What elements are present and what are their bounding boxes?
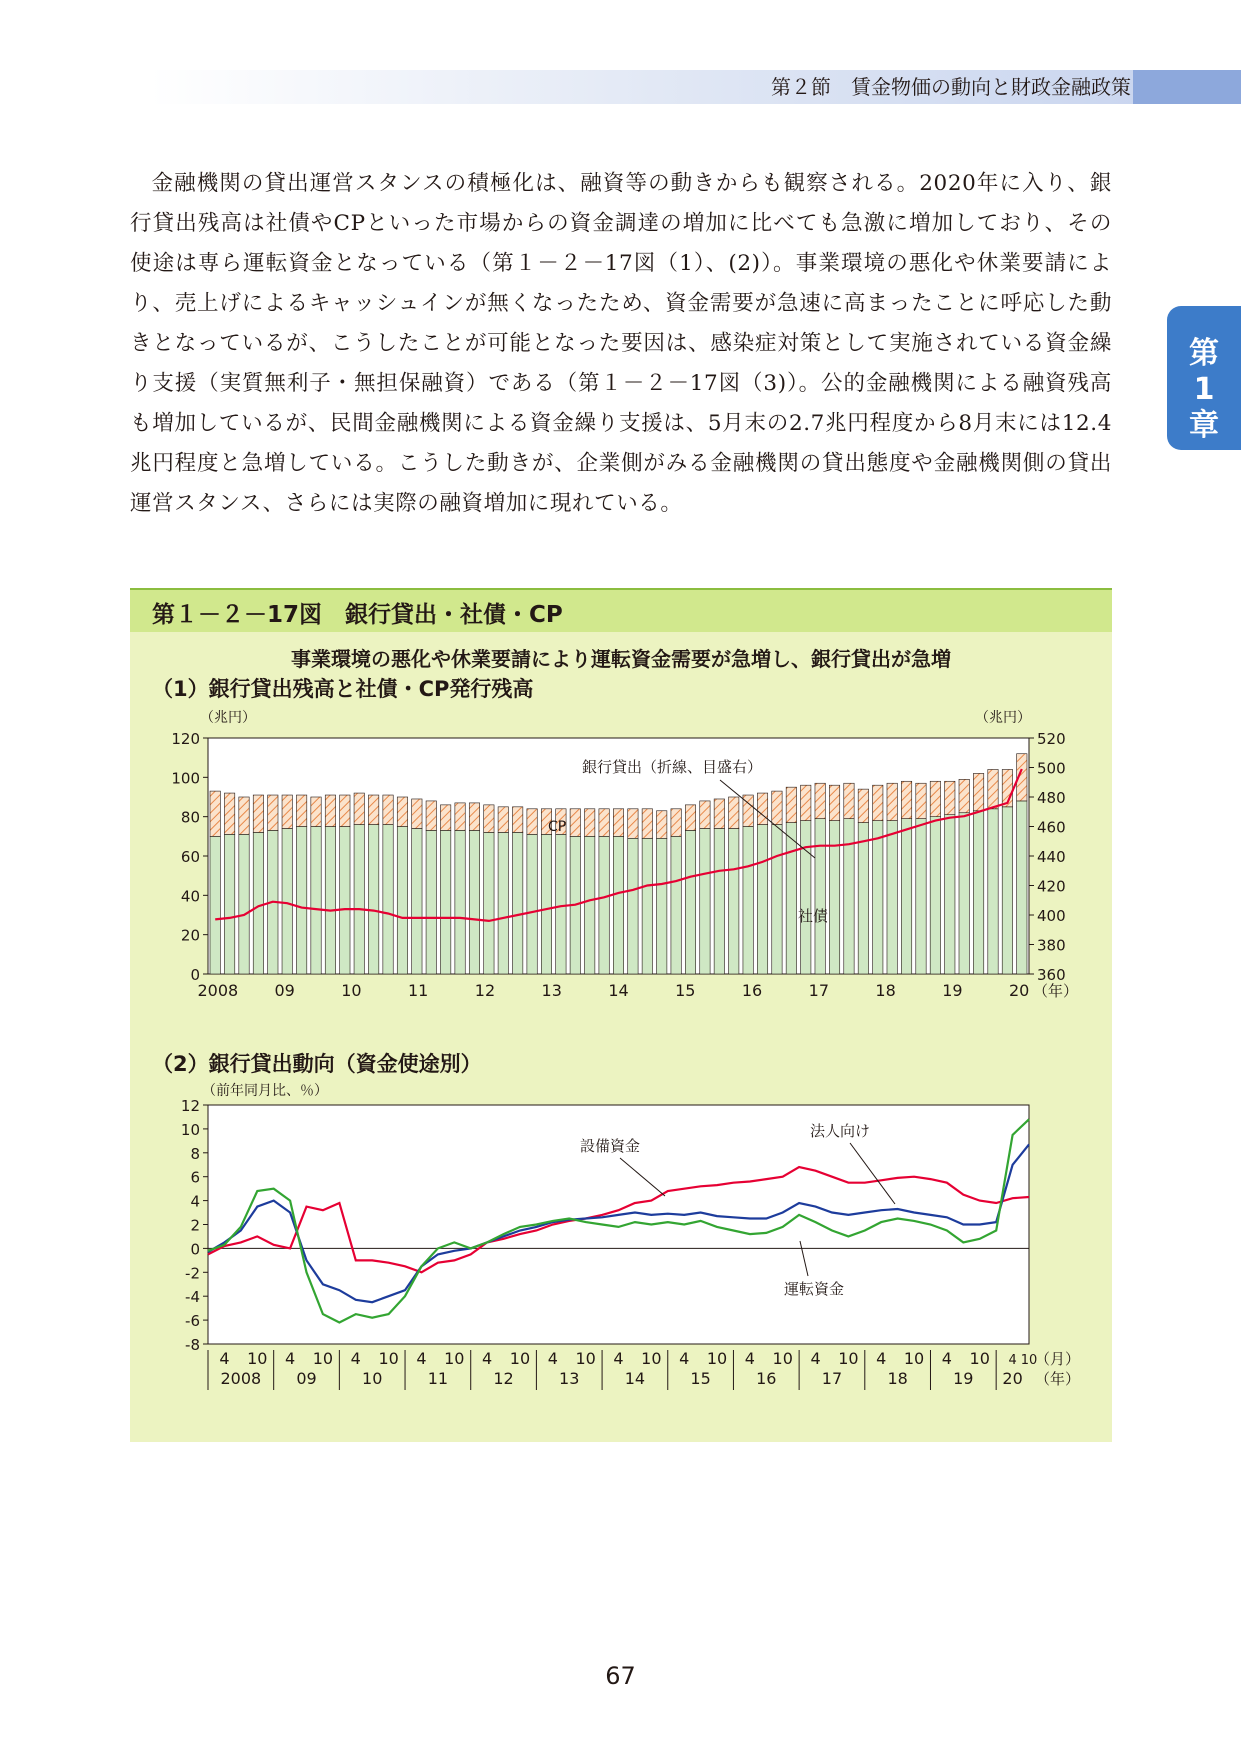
bond-bar <box>685 830 695 974</box>
bond-bar <box>325 827 335 975</box>
x-tick-label: 14 <box>608 981 629 1000</box>
x-month-label: 10 <box>378 1349 399 1368</box>
x-month-label: 4 <box>876 1349 887 1368</box>
bond-bar <box>801 821 811 974</box>
y-axis-label-left: （兆円） <box>200 710 256 726</box>
cp-bar <box>988 769 998 808</box>
bond-bar <box>916 819 926 974</box>
y-tick-label: 0 <box>190 1240 200 1259</box>
bond-bar <box>239 834 249 974</box>
bond-bar <box>599 836 609 974</box>
x-month-label: 10 <box>969 1349 990 1368</box>
y-tick-label-left: 60 <box>180 848 200 866</box>
x-unit-year: （年） <box>1035 1370 1081 1388</box>
cp-bar <box>224 793 234 834</box>
cp-bar <box>412 799 422 829</box>
bond-bar <box>945 815 955 974</box>
bonds-annotation: 社債 <box>798 907 829 925</box>
cp-bar <box>354 793 364 824</box>
body-paragraph: 金融機関の貸出運営スタンスの積極化は、融資等の動きからも観察される。2020年に入り、銀行貸出残高は社債やCPといった市場からの資金調達の増加に比べても急激に増加しており、その使途は専ら運転資金となっている（第１－２－17図（1）、(2)）。事業環境の悪化や休業要請により、売上げによるキャッシュインが無くなったため、資金需要が急速に高まったことに呼応した動きとなっているが、こうしたことが可能となった要因は、感染症対策として実施されている資金繰り支援（実質無利子・無担保融資）である（第１－２－17図（3)）。公的金融機関による融資残高も増加しているが、民間金融機関による資金繰り支援は、5月末の2.7兆円程度から8月末には12.4兆円程度と急増している。こうした動きが、企業側がみる金融機関の貸出態度や金融機関側の貸出運営スタンス、さらには実際の融資増加に現れている。 <box>130 171 1112 516</box>
x-month-label: 4 <box>1008 1353 1017 1368</box>
cp-bar <box>484 805 494 833</box>
x-month-label: 4 <box>810 1349 821 1368</box>
bond-bar <box>354 825 364 974</box>
y-axis-label-right: （兆円） <box>975 710 1031 726</box>
bond-bar <box>700 828 710 974</box>
x-year-label: 13 <box>559 1369 580 1388</box>
bond-bar <box>282 828 292 974</box>
y-tick-label-left: 0 <box>190 966 200 984</box>
cp-bar <box>599 809 609 837</box>
x-tick-label: 2008 <box>197 981 239 1000</box>
y-tick-label-left: 40 <box>180 887 200 906</box>
x-tick-label: 11 <box>407 981 429 1000</box>
loan-purpose-chart <box>130 1076 1112 1446</box>
cp-bar <box>930 781 940 816</box>
x-month-label: 10 <box>509 1349 531 1368</box>
panel2-title: （2）銀行貸出動向（資金使途別） <box>152 1052 482 1076</box>
cp-bar <box>210 791 220 836</box>
cp-annotation: CP <box>548 819 567 835</box>
chapter-tab-char: 章 <box>1189 408 1219 443</box>
x-tick-label: 13 <box>541 981 562 1000</box>
cp-bar <box>527 809 537 835</box>
cp-bar <box>714 799 724 829</box>
bond-bar <box>873 821 883 974</box>
bond-bar <box>714 828 724 974</box>
bond-bar <box>829 821 839 974</box>
bond-bar <box>340 827 350 975</box>
x-month-label: 4 <box>547 1349 558 1368</box>
x-year-label: 14 <box>624 1369 646 1388</box>
x-month-label: 4 <box>416 1349 427 1368</box>
chapter-tab <box>1167 306 1241 450</box>
bond-bar <box>527 834 537 974</box>
cp-bar <box>786 787 796 822</box>
bond-bar <box>455 830 465 974</box>
y-tick-label: 12 <box>180 1097 200 1115</box>
bank-loans-chart <box>130 706 1112 1036</box>
cp-bar <box>945 781 955 814</box>
x-tick-label: 15 <box>675 981 696 1000</box>
cp-bar <box>383 795 393 825</box>
y-tick-label: 8 <box>190 1144 200 1163</box>
cp-bar <box>512 807 522 833</box>
x-year-label: 15 <box>690 1369 711 1388</box>
y-tick-label-right: 460 <box>1037 818 1066 837</box>
bond-bar <box>729 828 739 974</box>
x-tick-label: 20 <box>1008 981 1030 1000</box>
bond-bar <box>930 817 940 974</box>
cp-bar <box>585 809 595 837</box>
cp-bar <box>239 797 249 834</box>
bond-bar <box>253 832 263 974</box>
cp-bar <box>973 773 983 810</box>
bond-bar <box>743 827 753 975</box>
y-tick-label-right: 380 <box>1037 936 1066 955</box>
bond-bar <box>541 834 551 974</box>
bond-bar <box>858 823 868 974</box>
cp-bar <box>440 805 450 831</box>
bond-bar <box>613 836 623 974</box>
bond-bar <box>671 836 681 974</box>
x-tick-label: 10 <box>341 981 362 1000</box>
bond-bar <box>959 813 969 974</box>
x-tick-label: 09 <box>274 981 295 1000</box>
section-title: 第２節 賃金物価の動向と財政金融政策 <box>771 75 1131 99</box>
x-month-label: 10 <box>444 1349 465 1368</box>
bond-bar <box>628 838 638 974</box>
x-month-label: 10 <box>706 1349 728 1368</box>
x-month-label: 4 <box>350 1349 361 1368</box>
cp-bar <box>858 789 868 822</box>
x-month-label: 4 <box>219 1349 230 1368</box>
figure-title: 第１－２－17図 銀行貸出・社債・CP <box>152 602 563 628</box>
cp-bar <box>311 797 321 827</box>
x-tick-label: 16 <box>741 981 763 1000</box>
cp-bar <box>628 809 638 839</box>
x-month-label: 4 <box>482 1349 493 1368</box>
y-tick-label-left: 100 <box>171 769 200 788</box>
x-month-label: 10 <box>903 1349 925 1368</box>
bond-bar <box>844 819 854 974</box>
figure-subtitle: 事業環境の悪化や休業要請により運転資金需要が急増し、銀行貸出が急増 <box>291 647 951 671</box>
y-tick-label-right: 440 <box>1037 848 1066 866</box>
x-month-label: 10 <box>772 1349 793 1368</box>
x-month-label: 10 <box>838 1349 859 1368</box>
x-year-label: 12 <box>493 1369 514 1388</box>
y-tick-label: 4 <box>190 1192 200 1211</box>
y-tick-label-left: 80 <box>180 808 200 827</box>
x-unit-month: （月） <box>1035 1350 1081 1368</box>
cp-bar <box>325 795 335 826</box>
cp-bar <box>801 785 811 820</box>
cp-bar <box>829 785 839 820</box>
y-tick-label-right: 480 <box>1037 789 1066 807</box>
x-tick-label: 18 <box>875 981 896 1000</box>
annotation-capex: 設備資金 <box>580 1137 641 1155</box>
bond-bar <box>973 811 983 974</box>
x-year-label: 09 <box>296 1369 317 1388</box>
cp-bar <box>887 783 897 820</box>
cp-bar <box>469 803 479 831</box>
cp-bar <box>613 809 623 837</box>
y-tick-label: 2 <box>190 1216 200 1235</box>
cp-bar <box>772 791 782 824</box>
cp-bar <box>397 797 407 827</box>
y-tick-label: -2 <box>185 1264 200 1283</box>
bond-bar <box>585 836 595 974</box>
x-month-label: 10 <box>247 1349 268 1368</box>
x-tick-label: 19 <box>942 981 963 1000</box>
x-tick-label: 12 <box>474 981 496 1000</box>
cp-bar <box>757 793 767 824</box>
bond-bar <box>296 827 306 975</box>
cp-bar <box>498 807 508 833</box>
y-tick-label-right: 500 <box>1037 759 1066 778</box>
bond-bar <box>368 825 378 974</box>
x-tick-label: 17 <box>808 981 830 1000</box>
y-tick-label: -8 <box>185 1336 200 1354</box>
bond-bar <box>512 832 522 974</box>
cp-bar <box>296 795 306 826</box>
y-tick-label-right: 420 <box>1037 877 1066 896</box>
cp-bar <box>426 801 436 831</box>
x-month-label: 4 <box>285 1349 296 1368</box>
page-number: 67 <box>605 1662 636 1690</box>
x-month-label: 10 <box>575 1349 596 1368</box>
bond-bar <box>757 825 767 974</box>
bond-bar <box>901 819 911 974</box>
bond-bar <box>412 828 422 974</box>
cp-bar <box>455 803 465 831</box>
cp-bar <box>671 809 681 837</box>
annotation-working-capital: 運転資金 <box>784 1280 845 1298</box>
cp-bar <box>959 779 969 812</box>
annotation-corporate: 法人向け <box>810 1122 871 1140</box>
x-axis-unit: （年） <box>1033 982 1079 1000</box>
bond-bar <box>484 832 494 974</box>
header-tab <box>1133 70 1241 104</box>
x-month-label: 4 <box>744 1349 755 1368</box>
y-tick-label-right: 400 <box>1037 907 1066 925</box>
x-month-label: 10 <box>312 1349 334 1368</box>
x-year-label: 2008 <box>220 1369 262 1388</box>
bond-bar <box>210 836 220 974</box>
cp-bar <box>340 795 350 826</box>
bond-bar <box>642 838 652 974</box>
bond-bar <box>1002 807 1012 974</box>
cp-bar <box>700 801 710 829</box>
y-axis-label: （前年同月比、％） <box>202 1083 328 1099</box>
bond-bar <box>383 825 393 974</box>
bond-bar <box>988 809 998 974</box>
y-tick-label: 10 <box>180 1120 200 1139</box>
y-tick-label-right: 520 <box>1037 730 1066 748</box>
cp-bar <box>844 783 854 818</box>
bond-bar <box>440 830 450 974</box>
x-month-label: 4 <box>613 1349 624 1368</box>
x-month-label: 10 <box>1020 1353 1038 1368</box>
cp-bar <box>916 783 926 818</box>
x-year-label: 16 <box>756 1369 777 1388</box>
bond-bar <box>657 838 667 974</box>
cp-bar <box>729 797 739 828</box>
cp-bar <box>282 795 292 828</box>
x-year-label: 11 <box>427 1369 449 1388</box>
y-tick-label: -4 <box>185 1288 200 1307</box>
panel1-title: （1）銀行貸出残高と社債・CP発行残高 <box>152 677 534 701</box>
cp-bar <box>368 795 378 825</box>
cp-bar <box>901 781 911 818</box>
figure-title-bar <box>130 588 1112 632</box>
x-year-label: 18 <box>887 1369 908 1388</box>
y-tick-label-left: 120 <box>171 730 200 748</box>
bond-bar <box>772 825 782 974</box>
cp-bar <box>657 811 667 839</box>
cp-bar <box>642 809 652 839</box>
cp-bar <box>570 809 580 837</box>
bond-bar <box>397 827 407 975</box>
bond-bar <box>469 830 479 974</box>
chapter-tab-char: 第 <box>1189 336 1219 371</box>
x-month-label: 4 <box>679 1349 690 1368</box>
x-year-label: 10 <box>362 1369 383 1388</box>
y-tick-label-left: 20 <box>180 926 200 945</box>
bond-bar <box>1017 801 1027 974</box>
cp-bar <box>268 795 278 830</box>
x-year-label: 19 <box>953 1369 974 1388</box>
cp-bar <box>253 795 263 832</box>
bond-bar <box>786 823 796 974</box>
x-month-label: 4 <box>941 1349 952 1368</box>
chapter-tab-number: 1 <box>1193 372 1215 407</box>
figure-box <box>130 588 1112 1442</box>
loans-annotation: 銀行貸出（折線、目盛右） <box>582 758 763 776</box>
cp-bar <box>685 805 695 831</box>
cp-bar <box>873 785 883 820</box>
bond-bar <box>426 830 436 974</box>
bond-bar <box>224 834 234 974</box>
bond-bar <box>556 834 566 974</box>
x-year-label: 17 <box>821 1369 843 1388</box>
bond-bar <box>498 832 508 974</box>
y-tick-label: 6 <box>190 1168 200 1187</box>
cp-bar <box>815 783 825 818</box>
y-tick-label-right: 360 <box>1037 966 1066 984</box>
x-year-label: 20 <box>1002 1369 1023 1388</box>
x-month-label: 10 <box>641 1349 662 1368</box>
bond-bar <box>887 821 897 974</box>
body-text <box>130 164 1112 524</box>
bond-bar <box>311 827 321 975</box>
bond-bar <box>815 819 825 974</box>
y-tick-label: -6 <box>185 1312 200 1331</box>
